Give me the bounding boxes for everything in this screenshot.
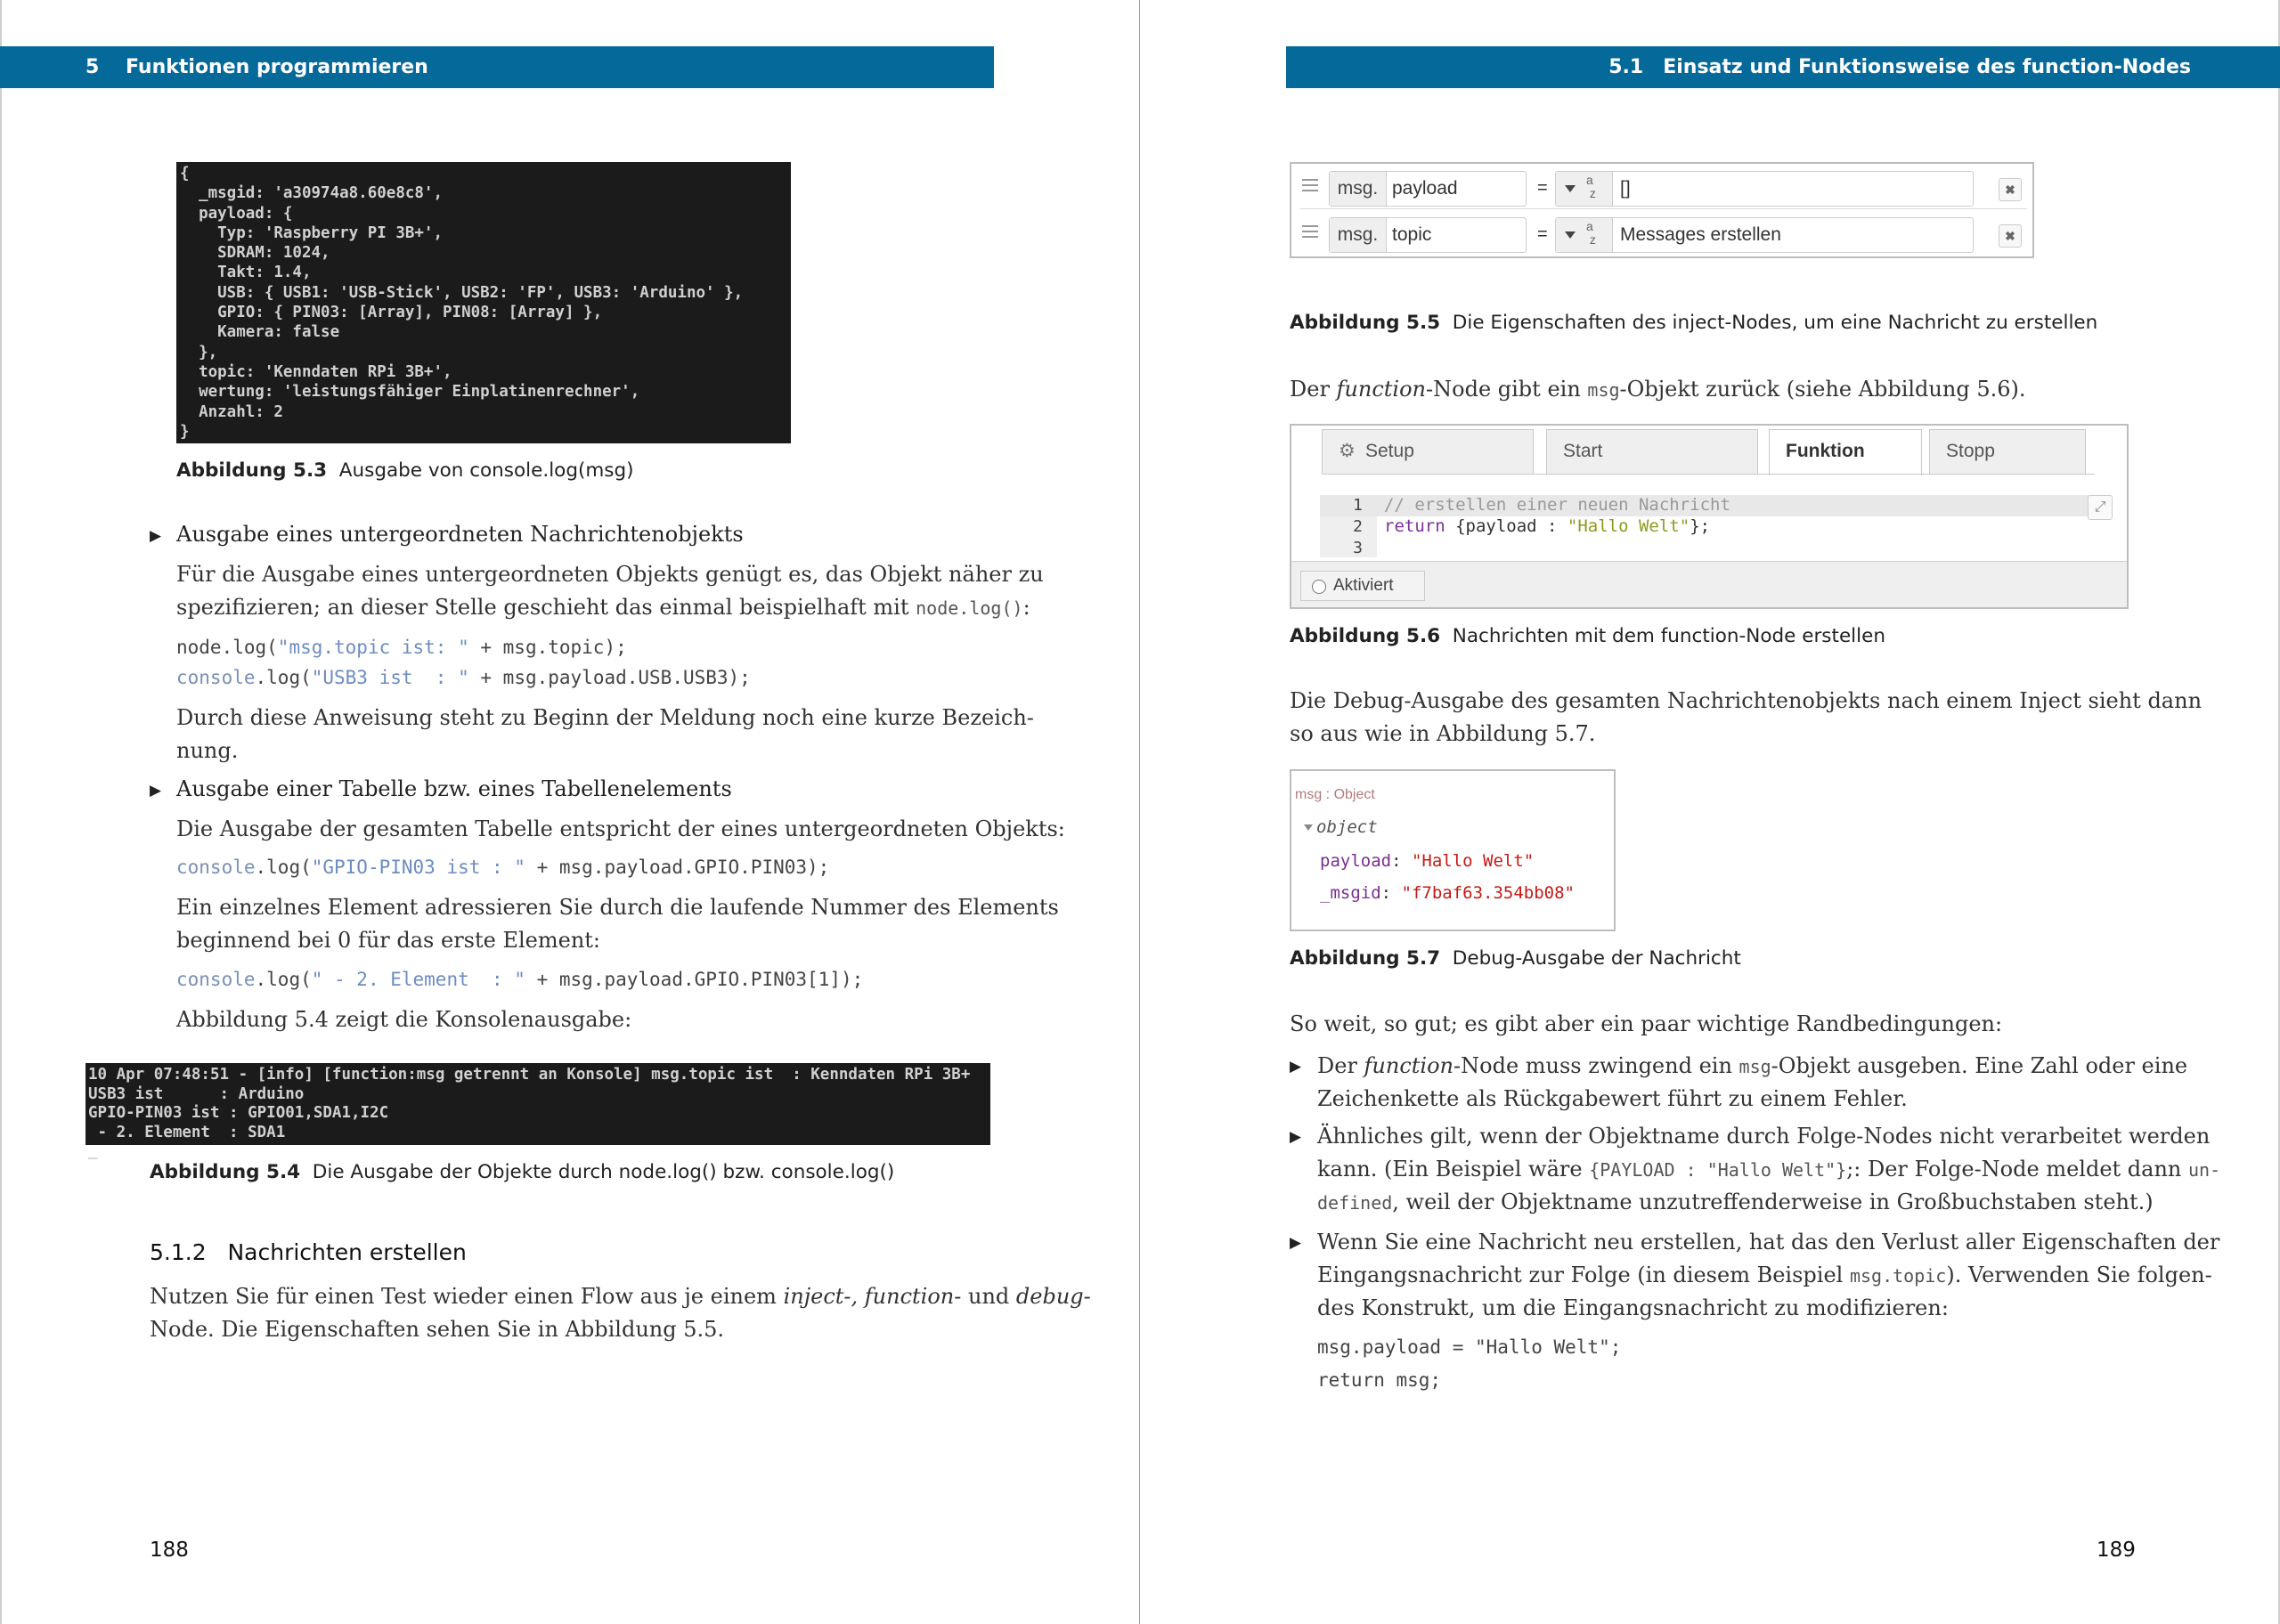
- property-name-value: topic: [1392, 224, 1432, 245]
- figure-label: Abbildung 5.5: [1290, 312, 1441, 334]
- code-token: .log(: [255, 667, 312, 688]
- terminal-line: SDRAM: 1024,: [180, 244, 330, 263]
- bullet-paragraph-line: Abbildung 5.4 zeigt die Konsolenausgabe:: [176, 1007, 632, 1032]
- activated-label: Aktiviert: [1333, 576, 1394, 595]
- bullet-title: Ausgabe einer Tabelle bzw. eines Tabellenelements: [176, 776, 732, 801]
- figure-5-7-caption: [1290, 946, 1741, 972]
- bullet-paragraph-line: Für die Ausgabe eines untergeordneten Objekts genügt es, das Objekt näher zu: [176, 562, 1044, 587]
- property-value-field[interactable]: [1555, 171, 1974, 207]
- page-number: 189: [2097, 1539, 2136, 1562]
- section-title: Nachrichten erstellen: [227, 1239, 467, 1265]
- code-token: };: [1690, 516, 1711, 536]
- row-divider: [1300, 208, 2027, 209]
- terminal-line: _: [88, 1142, 98, 1160]
- code-string: "USB3 ist : ": [311, 667, 469, 688]
- tab-setup[interactable]: [1322, 429, 1534, 474]
- property-name-field[interactable]: [1329, 171, 1527, 207]
- figure-text: Die Eigenschaften des inject-Nodes, um eine Nachricht zu erstellen: [1452, 312, 2098, 334]
- debug-output-panel: [1290, 769, 1616, 931]
- code-keyword: console: [176, 857, 256, 878]
- bullet-line: Wenn Sie eine Nachricht neu erstellen, hat das den Verlust aller Eigenschaften der: [1317, 1230, 2220, 1255]
- figure-5-4-caption: [150, 1159, 894, 1186]
- tab-label: Setup: [1365, 441, 1414, 461]
- terminal-line: Takt: 1.4,: [180, 264, 312, 282]
- property-row-payload: [1291, 164, 2032, 208]
- figure-label: Abbildung 5.6: [1290, 625, 1441, 647]
- terminal-line: Kamera: false: [180, 323, 340, 342]
- italic-text: function: [1336, 377, 1427, 402]
- property-value: "Hallo Welt": [1411, 851, 1535, 871]
- property-value: []: [1620, 178, 1631, 199]
- terminal-line: payload: {: [180, 204, 293, 223]
- terminal-line: USB3 ist : Arduino: [88, 1084, 305, 1103]
- section-number: 5.1.2: [150, 1239, 207, 1265]
- section-header: [1286, 46, 2280, 88]
- terminal-line: GPIO-PIN03 ist : GPIO01,SDA1,I2C: [88, 1104, 389, 1122]
- tab-stopp[interactable]: [1929, 429, 2086, 474]
- property-key: _msgid: [1320, 883, 1381, 903]
- figure-text: Ausgabe von console.log(msg): [338, 459, 634, 482]
- expand-triangle-icon: [1304, 824, 1313, 831]
- text-span: -Objekt zurück (siehe Abbildung 5.6).: [1619, 377, 2026, 402]
- object-label: object: [1316, 817, 1378, 837]
- inline-code: msg: [1587, 379, 1620, 401]
- text-span: und: [961, 1284, 1016, 1309]
- text-span: , weil der Objektname unzutreffenderweise in Großbuchstaben steht.): [1392, 1190, 2154, 1214]
- paragraph-line: so aus wie in Abbildung 5.7.: [1290, 721, 1596, 746]
- delete-row-button[interactable]: ✖: [1999, 178, 2022, 201]
- bullet-line: [1317, 1050, 2187, 1084]
- paragraph-line: Die Debug-Ausgabe des gesamten Nachrichtenobjekts nach einem Inject sieht dann: [1290, 688, 2203, 713]
- tab-label: Stopp: [1946, 441, 1995, 461]
- bullet-line: [1317, 1259, 2212, 1293]
- paragraph-line: [1290, 373, 2026, 407]
- terminal-line: {: [180, 165, 190, 183]
- paragraph-line: Node. Die Eigenschaften sehen Sie in Abbildung 5.5.: [150, 1317, 725, 1342]
- code-keyword: console: [176, 969, 256, 990]
- property-name-value: payload: [1392, 178, 1458, 199]
- italic-text: inject-, function-: [783, 1284, 962, 1309]
- bullet-paragraph-line: Ein einzelnes Element adressieren Sie durch die laufende Nummer des Elements: [176, 895, 1059, 920]
- bullet-paragraph-line: Die Ausgabe der gesamten Tabelle entspricht der eines untergeordneten Objekts:: [176, 816, 1065, 841]
- equals-sign: =: [1537, 178, 1548, 198]
- inject-node-properties: [1290, 162, 2034, 258]
- code-token: .log(: [255, 969, 312, 990]
- figure-5-3-caption: [176, 458, 634, 484]
- property-value: Messages erstellen: [1620, 224, 1781, 245]
- code-token: + msg.topic);: [468, 637, 627, 658]
- bullet-line: Ähnliches gilt, wenn der Objektname durch Folge-Nodes nicht verarbeitet werden: [1317, 1124, 2211, 1149]
- bullet-line: Zeichenkette als Rückgabewert führt zu einem Fehler.: [1317, 1086, 1908, 1111]
- figure-label: Abbildung 5.7: [1290, 947, 1441, 970]
- text-span: kann. (Ein Beispiel wäre: [1317, 1157, 1590, 1181]
- property-value: "f7baf63.354bb08": [1401, 883, 1575, 903]
- italic-text: function: [1364, 1053, 1454, 1078]
- debug-message-meta: msg : Object: [1295, 787, 1375, 802]
- figure-5-6-caption: [1290, 623, 1885, 650]
- code-keyword: return: [1384, 516, 1445, 536]
- inline-code: node.log(): [916, 597, 1023, 619]
- tabs-divider: [1322, 474, 2095, 475]
- section-number: 5.1: [1608, 56, 1644, 78]
- inline-code: msg: [1738, 1056, 1771, 1077]
- bullet-paragraph-line: nung.: [176, 738, 239, 763]
- terminal-line: _msgid: 'a30974a8.60e8c8',: [180, 184, 444, 203]
- chapter-header: [0, 46, 994, 88]
- string-type-icon: a z: [1586, 173, 1596, 200]
- paragraph-line: So weit, so gut; es gibt aber ein paar wichtige Randbedingungen:: [1290, 1011, 2003, 1036]
- dropdown-icon: [1565, 185, 1576, 192]
- activated-toggle[interactable]: [1300, 571, 1425, 601]
- terminal-line: Typ: 'Raspberry PI 3B+',: [180, 223, 444, 242]
- text-span: ). Verwenden Sie folgen-: [1946, 1263, 2212, 1287]
- bullet-paragraph-line: beginnend bei 0 für das erste Element:: [176, 928, 601, 953]
- terminal-line: GPIO: { PIN03: [Array], PIN08: [Array] },: [180, 304, 603, 322]
- property-row-topic: [1291, 210, 2032, 255]
- msg-prefix: msg.: [1330, 218, 1387, 252]
- inline-code: defined: [1317, 1192, 1393, 1214]
- debug-object-toggle[interactable]: [1304, 817, 1378, 837]
- text-span: Eingangsnachricht zur Folge (in diesem Beispiel: [1317, 1263, 1850, 1287]
- code-keyword: console: [176, 667, 256, 688]
- section-heading: [150, 1239, 467, 1265]
- figure-text: Debug-Ausgabe der Nachricht: [1452, 947, 1741, 970]
- text-span: Der: [1290, 377, 1337, 402]
- bullet-paragraph-line: [176, 591, 1030, 625]
- code-line: [176, 852, 829, 882]
- debug-property: _msgid: "f7baf63.354bb08": [1320, 883, 1575, 903]
- figure-text: Die Ausgabe der Objekte durch node.log() bzw. console.log(): [312, 1161, 895, 1183]
- value-type-selector[interactable]: [1556, 172, 1613, 206]
- inline-code: msg.topic: [1849, 1265, 1947, 1287]
- figure-label: Abbildung 5.3: [176, 459, 328, 482]
- line-number: 2: [1353, 517, 1363, 536]
- chapter-title: Funktionen programmieren: [125, 56, 428, 78]
- code-token: {payload :: [1445, 516, 1568, 536]
- code-string: "msg.topic ist: ": [277, 637, 469, 658]
- terminal-line: - 2. Element : SDA1: [88, 1123, 286, 1141]
- terminal-line: topic: 'Kenndaten RPi 3B+',: [180, 362, 452, 381]
- code-token: + msg.payload.GPIO.PIN03);: [525, 857, 830, 878]
- code-line: [176, 632, 627, 662]
- code-line: msg.payload = "Hallo Welt";: [1317, 1336, 1622, 1358]
- expand-editor-icon[interactable]: ⤢: [2088, 495, 2113, 520]
- bullet-arrow-icon: ▶: [1290, 1058, 1302, 1076]
- figure-text: Nachrichten mit dem function-Node erstellen: [1452, 625, 1885, 647]
- bullet-paragraph-line: Durch diese Anweisung steht zu Beginn der Meldung noch eine kurze Bezeich-: [176, 705, 1034, 730]
- inline-code: {PAYLOAD : "Hallo Welt"}: [1589, 1159, 1847, 1181]
- bullet-line: [1317, 1186, 2154, 1220]
- property-value-field[interactable]: [1555, 217, 1974, 253]
- bullet-arrow-icon: ▶: [150, 527, 162, 545]
- bullet-arrow-icon: ▶: [1290, 1128, 1302, 1146]
- text-span: spezifizieren; an dieser Stelle geschieht das einmal beispielhaft mit: [176, 595, 916, 620]
- text-span: Der: [1317, 1053, 1364, 1078]
- code-line: [176, 964, 863, 995]
- italic-text: debug-: [1015, 1284, 1091, 1309]
- console-output-screenshot: [86, 1063, 990, 1160]
- dropdown-icon: [1565, 231, 1576, 239]
- text-span: Nutzen Sie für einen Test wieder einen Flow aus je einem: [150, 1284, 784, 1309]
- drag-handle-icon[interactable]: [1302, 225, 1318, 238]
- text-span: -Node gibt ein: [1426, 377, 1588, 402]
- code-line[interactable]: // erstellen einer neuen Nachricht: [1384, 495, 1730, 515]
- line-number: 3: [1353, 539, 1363, 557]
- code-token: .log(: [255, 857, 312, 878]
- text-span: ;: Der Folge-Node meldet dann: [1846, 1157, 2189, 1181]
- debug-property: payload: "Hallo Welt": [1320, 851, 1535, 871]
- bullet-arrow-icon: ▶: [1290, 1234, 1302, 1252]
- text-span: -Node muss zwingend ein: [1454, 1053, 1739, 1078]
- code-line[interactable]: [1384, 516, 1710, 536]
- page-edge: [0, 0, 2, 1624]
- string-type-icon: a z: [1586, 219, 1596, 247]
- figure-label: Abbildung 5.4: [150, 1161, 301, 1183]
- section-title: Einsatz und Funktionsweise des function-Nodes: [1663, 56, 2191, 78]
- property-name-field[interactable]: [1329, 217, 1527, 253]
- property-key: payload: [1320, 851, 1392, 871]
- terminal-line: Anzahl: 2: [180, 402, 283, 421]
- drag-handle-icon[interactable]: [1302, 179, 1318, 191]
- bullet-arrow-icon: ▶: [150, 782, 162, 800]
- delete-row-button[interactable]: ✖: [1999, 224, 2022, 248]
- code-string: " - 2. Element : ": [311, 969, 525, 990]
- gear-icon: ⚙: [1339, 441, 1356, 461]
- code-string: "GPIO-PIN03 ist : ": [311, 857, 525, 878]
- code-line: return msg;: [1317, 1369, 1442, 1391]
- tab-start[interactable]: [1546, 429, 1758, 474]
- msg-prefix: msg.: [1330, 172, 1387, 206]
- bullet-line: [1317, 1153, 2220, 1187]
- equals-sign: =: [1537, 224, 1548, 244]
- line-number: 1: [1353, 496, 1363, 515]
- figure-5-5-caption: [1290, 310, 2097, 337]
- inline-code: un-: [2188, 1159, 2221, 1181]
- function-node-editor: [1290, 424, 2129, 609]
- chapter-number: 5: [86, 56, 100, 78]
- tab-label: Start: [1563, 441, 1603, 461]
- tab-label: Funktion: [1786, 441, 1865, 461]
- console-log-msg-screenshot: [176, 162, 791, 443]
- terminal-line: wertung: 'leistungsfähiger Einplatinenrechner',: [180, 383, 640, 402]
- tab-funktion[interactable]: [1769, 429, 1922, 475]
- editor-footer: [1291, 561, 2127, 607]
- terminal-line: },: [180, 343, 218, 361]
- code-string: "Hallo Welt": [1567, 516, 1690, 536]
- code-token: node.log(: [176, 637, 278, 658]
- value-type-selector[interactable]: [1556, 218, 1613, 252]
- bullet-line: des Konstrukt, um die Eingangsnachricht zu modifizieren:: [1317, 1295, 1949, 1320]
- paragraph-line: [150, 1280, 1091, 1313]
- text-span: -Objekt ausgeben. Eine Zahl oder eine: [1771, 1053, 2188, 1078]
- text-span: :: [1022, 595, 1030, 620]
- page-number: 188: [150, 1539, 189, 1562]
- radio-icon: [1312, 580, 1326, 594]
- code-token: + msg.payload.USB.USB3);: [468, 667, 751, 688]
- terminal-line: 10 Apr 07:48:51 - [info] [function:msg getrennt an Konsole] msg.topic ist : Kenndaten RPi 3B+: [88, 1066, 971, 1084]
- terminal-line: USB: { USB1: 'USB-Stick', USB2: 'FP', USB3: 'Arduino' },: [180, 283, 744, 302]
- bullet-title: Ausgabe eines untergeordneten Nachrichtenobjekts: [176, 522, 744, 547]
- code-line: [176, 662, 751, 693]
- code-token: + msg.payload.GPIO.PIN03[1]);: [525, 969, 864, 990]
- terminal-line: }: [180, 422, 190, 441]
